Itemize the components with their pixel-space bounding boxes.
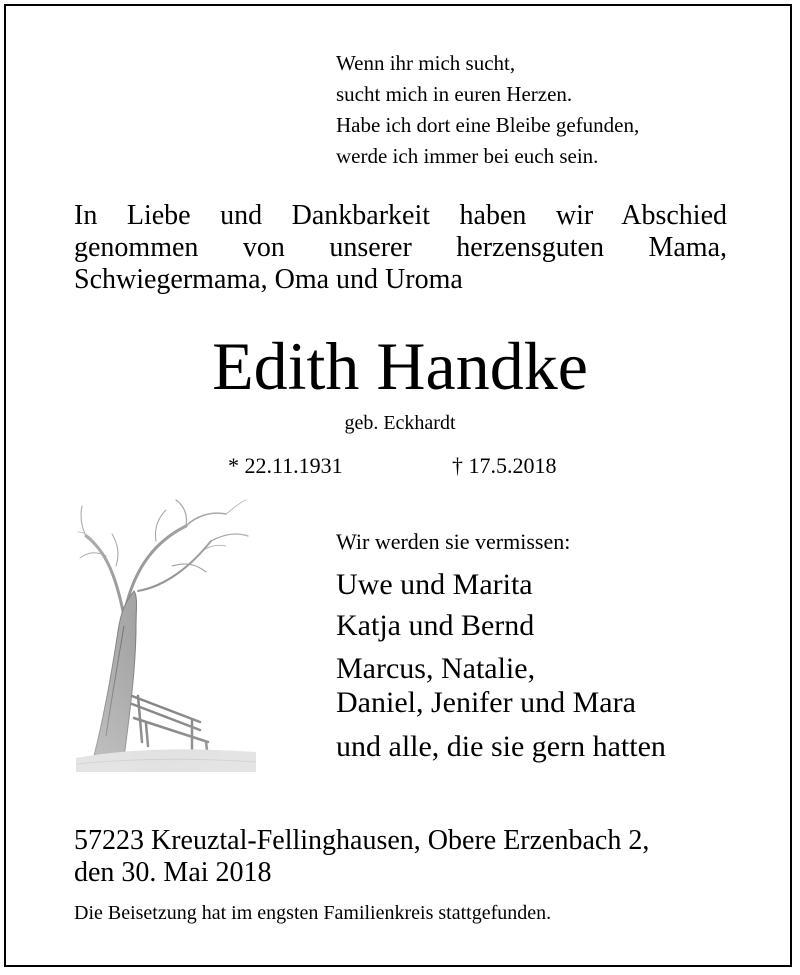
intro-line: genommen von unserer herzensguten Mama, <box>74 232 727 263</box>
mourners-intro: Wir werden sie vermissen: <box>336 529 571 554</box>
mourner-line: Daniel, Jenifer und Mara <box>336 686 636 719</box>
poem-line: Wenn ihr mich sucht, <box>336 51 516 75</box>
mourner-line: Katja und Bernd <box>336 609 535 642</box>
address-line: 57223 Kreuztal-Fellinghausen, Obere Erzenbach 2, <box>74 825 650 856</box>
poem-line: Habe ich dort eine Bleibe gefunden, <box>336 113 640 137</box>
poem-line: sucht mich in euren Herzen. <box>336 82 573 106</box>
death-date: † 17.5.2018 <box>452 453 557 478</box>
mourners-list <box>336 564 666 767</box>
mourner-line: Uwe und Marita <box>336 568 533 601</box>
intro-line: Schwiegermama, Oma und Uroma <box>74 264 463 295</box>
address-block <box>74 825 649 889</box>
intro-text <box>74 200 727 296</box>
deceased-name: Edith Handke <box>212 328 588 404</box>
mourner-line: Marcus, Natalie, <box>336 652 536 685</box>
tree-bench-illustration <box>76 496 256 772</box>
maiden-name: geb. Eckhardt <box>344 412 456 434</box>
address-date-line: den 30. Mai 2018 <box>74 857 272 888</box>
birth-date: * 22.11.1931 <box>228 453 343 478</box>
intro-line: In Liebe und Dankbarkeit haben wir Abschied <box>74 200 727 231</box>
poem <box>336 48 639 172</box>
poem-line: werde ich immer bei euch sein. <box>336 144 599 168</box>
mourner-line: und alle, die sie gern hatten <box>336 730 666 763</box>
burial-note: Die Beisetzung hat im engsten Familienkreis stattgefunden. <box>74 902 552 924</box>
